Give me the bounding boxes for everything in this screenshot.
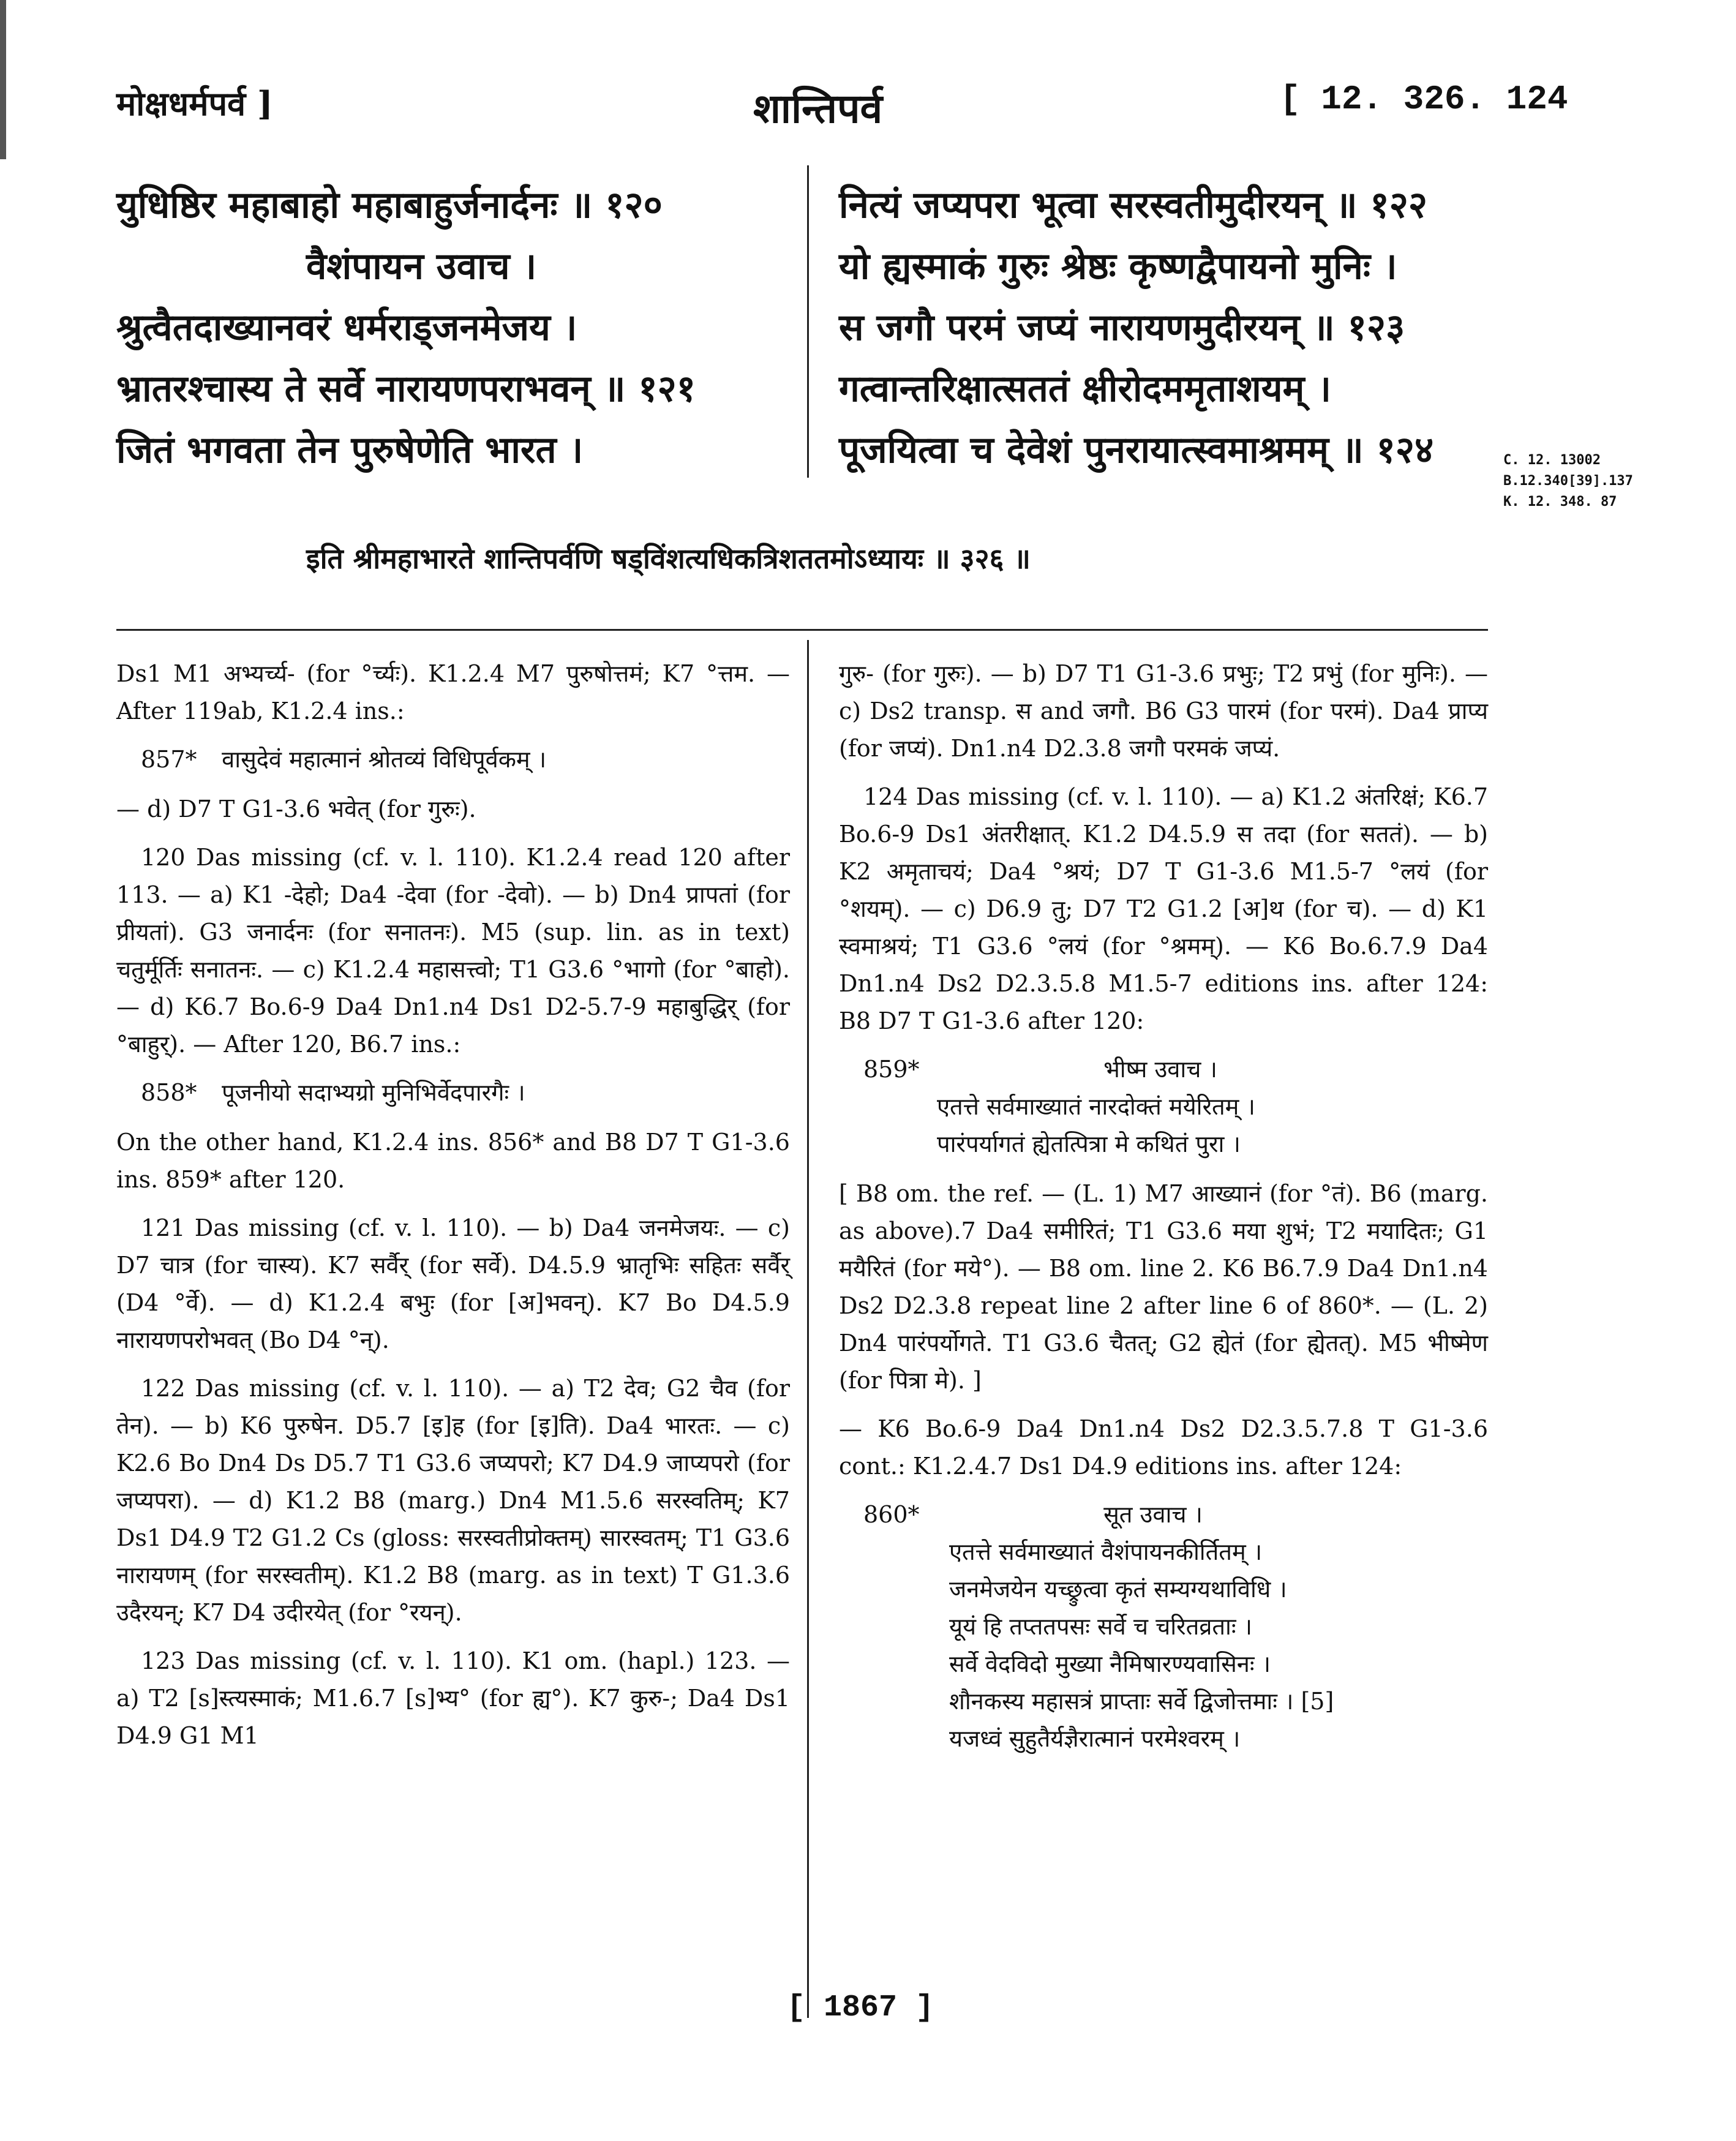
- apparatus-column-right: [839, 655, 1488, 1770]
- verse-line: श्रुत्वैतदाख्यानवरं धर्मराड्जनमेजय ।: [116, 306, 577, 349]
- starred-passage-858: [116, 1074, 790, 1112]
- header-verse-reference: [ 12. 326. 124: [1280, 80, 1568, 119]
- passage-line: एतत्ते सर्वमाख्यातं नारदोक्तं मयेरितम् ।: [937, 1093, 1255, 1120]
- starred-passage-859: [839, 1051, 1488, 1163]
- chapter-colophon: इति श्रीमहाभारते शान्तिपर्वणि षड्विंशत्यधिकत्रिशततमोऽध्यायः ॥ ३२६ ॥: [306, 542, 1031, 575]
- passage-line: एतत्ते सर्वमाख्यातं वैशंपायनकीर्तितम् ।: [949, 1538, 1263, 1565]
- passage-line: सर्वे वेदविदो मुख्या नैमिषारण्यवासिनः ।: [949, 1650, 1271, 1677]
- apparatus-note-123: 123 Das missing (cf. v. l. 110). K1 om. (hapl.) 123. — a) T2 [s]स्त्यस्माकं; M1.6.7 [s]भ्य° (for ह्य°). K7 कुरु-; Da4 Ds1 D4.9 G1 M1: [116, 1647, 790, 1749]
- apparatus-note: Ds1 M1 अभ्यर्च्य- (for °र्च्यः). K1.2.4 M7 पुरुषोत्तमं; K7 °त्तम. — After 119ab, K1.2.4 ins.:: [116, 660, 790, 724]
- verse-line: जितं भगवता तेन पुरुषेणेति भारत ।: [116, 429, 584, 472]
- passage-line: जनमेजयेन यच्छ्रुत्वा कृतं सम्यग्यथाविधि ।: [949, 1576, 1287, 1603]
- header-book-title: शान्तिपर्व: [753, 85, 883, 132]
- verse-line: स जगौ परमं जप्यं नारायणमुदीरयन् ॥ १२३: [839, 306, 1405, 349]
- apparatus-note-124: 124 Das missing (cf. v. l. 110). — a) K1.2 अंतरिक्षं; K6.7 Bo.6-9 Ds1 अंतरीक्षात्. K1.2 D4.5.9 स तदा (for सततं). — b) K2 अमृताचयं; Da4 °श्रयं; D7 T G1-3.6 M1.5-7 °लयं (for °शयम्). — c) D6.9 तु; D7 T2 G1.2 [अ]थ (for च). — d) K1 स्वमाश्रयं; T1 G3.6 °लयं (for °श्रमम्). — K6 Bo.6.7.9 Da4 Dn1.n4 Ds2 D2.3.5.8 M1.5-7 editions ins. after 124: B8 D7 T G1-3.6 after 120:: [839, 783, 1488, 1034]
- verse-line: गत्वान्तरिक्षात्सततं क्षीरोदममृताशयम् ।: [839, 367, 1332, 410]
- page-number: [ 1867 ]: [787, 1990, 934, 2025]
- apparatus-note: — d) D7 T G1-3.6 भवेत् (for गुरुः).: [116, 796, 476, 822]
- apparatus-note: गुरु- (for गुरुः). — b) D7 T1 G1-3.6 प्रभुः; T2 प्रभुं (for मुनिः). — c) Ds2 transp. स and जगौ. B6 G3 पारमं (for परमं). Da4 प्राप्य (for जप्यं). Dn1.n4 D2.3.8 जगौ परमकं जप्यं.: [839, 660, 1488, 762]
- passage-line: यूयं हि तप्ततपसः सर्वे च चरितव्रताः ।: [949, 1613, 1253, 1640]
- passage-number: 860*: [863, 1501, 920, 1528]
- verse-line: नित्यं जप्यपरा भूत्वा सरस्वतीमुदीरयन् ॥ १२२: [839, 184, 1428, 227]
- passage-number: 857*: [141, 746, 197, 773]
- verse-column-right: [839, 175, 1512, 481]
- verse-line: यो ह्यस्माकं गुरुः श्रेष्ठः कृष्णद्वैपायनो मुनिः ।: [839, 245, 1397, 288]
- cross-reference-block: [1503, 450, 1633, 513]
- starred-passage-857: [116, 741, 790, 778]
- verse-line: युधिष्ठिर महाबाहो महाबाहुर्जनार्दनः ॥ १२०: [116, 184, 663, 227]
- passage-number: 859*: [863, 1056, 920, 1083]
- passage-line: शौनकस्य महासत्रं प्राप्ताः सर्वे द्विजोत्तमाः । [5]: [949, 1688, 1334, 1715]
- apparatus-note-121: 121 Das missing (cf. v. l. 110). — b) Da4 जनमेजयः. — c) D7 चात्र (for चास्य). K7 सर्वैर् (for सर्वे). D4.5.9 भ्रातृभिः सहितः सर्वैर् (D4 °र्वे). — d) K1.2.4 बभुः (for [अ]भवन्). K7 Bo D4.5.9 नारायणपरोभवत् (Bo D4 °न्).: [116, 1214, 790, 1353]
- header-section-title: मोक्षधर्मपर्व ]: [116, 84, 273, 123]
- starred-passage-860: [839, 1496, 1488, 1758]
- cross-reference: B.12.340[39].137: [1503, 473, 1633, 489]
- speaker-line: वैशंपायन उवाच ।: [306, 245, 537, 288]
- verse-column-left: [116, 175, 790, 481]
- apparatus-note: On the other hand, K1.2.4 ins. 856* and B8 D7 T G1-3.6 ins. 859* after 120.: [116, 1129, 790, 1193]
- passage-line: पूजनीयो सदाभ्यग्रो मुनिभिर्वेदपारगैः ।: [222, 1079, 525, 1106]
- cross-reference: K. 12. 348. 87: [1503, 494, 1617, 510]
- apparatus-note-120: 120 Das missing (cf. v. l. 110). K1.2.4 read 120 after 113. — a) K1 -देहो; Da4 -देवा (for -देवो). — b) Dn4 प्रापतां (for प्रीयतां). G3 जनार्दनः (for सनातनः). M5 (sup. lin. as in text) चतुर्मूर्तिः सनातनः. — c) K1.2.4 महासत्त्वो; T1 G3.6 °भागो (for °बाहो). — d) K6.7 Bo.6-9 Da4 Dn1.n4 Ds1 D2-5.7-9 महाबुद्धिर् (for °बाहुर्). — After 120, B6.7 ins.:: [116, 844, 790, 1058]
- apparatus-note: — K6 Bo.6-9 Da4 Dn1.n4 Ds2 D2.3.5.7.8 T G1-3.6 cont.: K1.2.4.7 Ds1 D4.9 editions ins. after 124:: [839, 1415, 1488, 1480]
- passage-speaker: सूत उवाच ।: [1103, 1501, 1203, 1528]
- passage-line: यजध्वं सुहुतैर्यज्ञैरात्मानं परमेश्वरम् ।: [949, 1725, 1241, 1752]
- apparatus-column-left: [116, 655, 790, 1766]
- verse-line: भ्रातरश्चास्य ते सर्वे नारायणपराभवन् ॥ १२१: [116, 367, 696, 410]
- apparatus-note-122: 122 Das missing (cf. v. l. 110). — a) T2 देव; G2 चैव (for तेन). — b) K6 पुरुषेन. D5.7 [इ]ह (for [इ]ति). Da4 भारतः. — c) K2.6 Bo Dn4 Ds D5.7 T1 G3.6 जप्यपरो; K7 D4.9 जाप्यपरो (for जप्यपरा). — d) K1.2 B8 (marg.) Dn4 M1.5.6 सरस्वतिम्; K7 Ds1 D4.9 T2 G1.2 Cs (gloss: सरस्वतीप्रोक्तम्) सारस्वतम्; T1 G3.6 नारायणम् (for सरस्वतीम्). K1.2 B8 (marg. as in text) T G1.3.6 उदैरयन्; K7 D4 उदीरयेत् (for °रयन्).: [116, 1375, 790, 1626]
- scan-edge-mark: [0, 0, 6, 159]
- verse-line: पूजयित्वा च देवेशं पुनरायात्स्वमाश्रमम् ॥ १२४: [839, 429, 1434, 472]
- apparatus-note: [ B8 om. the ref. — (L. 1) M7 आख्यानं (for °तं). B6 (marg. as above).7 Da4 समीरितं; T1 G3.6 मया शुभं; T2 मयादितः; G1 मयैरितं (for मये°). — B8 om. line 2. K6 B6.7.9 Da4 Dn1.n4 Ds2 D2.3.8 repeat line 2 after line 6 of 860*. — (L. 2) Dn4 पारंपर्योगते. T1 G3.6 चैतत्; G2 ह्येतं (for ह्येतत्). M5 भीष्मेण (for पित्रा मे). ]: [839, 1180, 1488, 1394]
- passage-line: पारंपर्यागतं ह्येतत्पित्रा मे कथितं पुरा ।: [937, 1131, 1241, 1157]
- passage-speaker: भीष्म उवाच ।: [1103, 1056, 1217, 1083]
- passage-line: वासुदेवं महात्मानं श्रोतव्यं विधिपूर्वकम् ।: [222, 746, 547, 773]
- apparatus-column-divider: [807, 640, 809, 2018]
- apparatus-rule: [116, 629, 1488, 631]
- cross-reference: C. 12. 13002: [1503, 453, 1601, 468]
- passage-number: 858*: [141, 1079, 197, 1106]
- verse-column-divider: [807, 165, 809, 478]
